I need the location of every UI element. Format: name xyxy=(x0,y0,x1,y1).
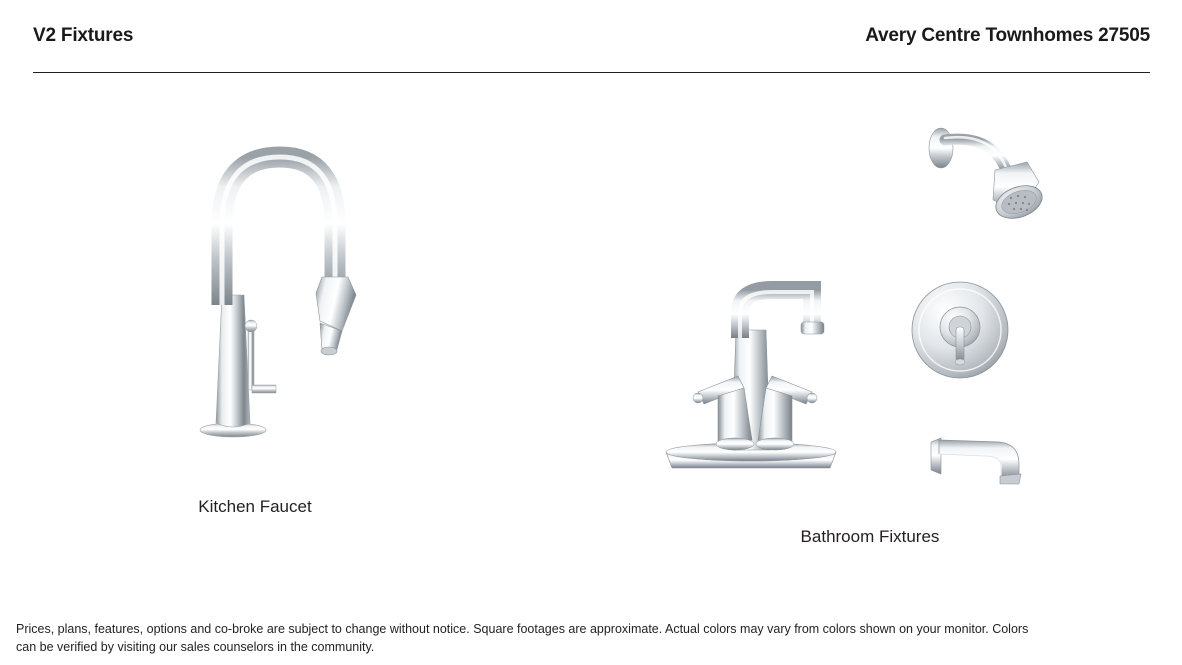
bathroom-fixtures-caption: Bathroom Fixtures xyxy=(800,527,940,546)
shower-valve-trim-image xyxy=(895,265,1025,395)
kitchen-faucet-image xyxy=(170,135,370,455)
disclaimer-line-1: Prices, plans, features, options and co-broke are subject to change without notice. Square footages are approximate. Actual colors may vary from colors shown on your monitor. Colors xyxy=(16,622,1029,636)
header-divider xyxy=(33,72,1150,73)
page-title: V2 Fixtures xyxy=(33,25,134,46)
lavatory-faucet-image xyxy=(640,270,860,500)
community-name: Avery Centre Townhomes 27505 xyxy=(865,25,1150,46)
tub-spout-image xyxy=(915,420,1045,510)
disclaimer xyxy=(16,620,1116,656)
header-row xyxy=(33,25,1150,47)
showerhead-image xyxy=(915,120,1075,250)
kitchen-faucet-caption: Kitchen Faucet xyxy=(198,497,312,516)
disclaimer-line-2: can be verified by visiting our sales counselors in the community. xyxy=(16,640,375,655)
page-header xyxy=(33,25,1150,73)
product-stage xyxy=(0,80,1182,580)
